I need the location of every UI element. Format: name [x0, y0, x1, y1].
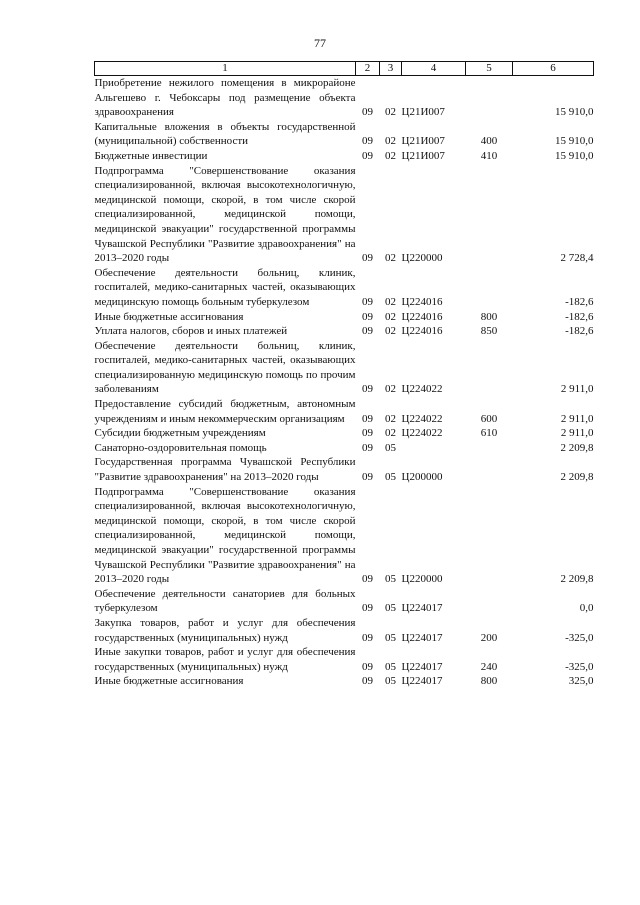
row-expense-type: 200 [480, 631, 498, 644]
row-section: 09 [362, 310, 373, 323]
row-target-article: Ц200000 [401, 471, 443, 484]
row-section: 09 [362, 252, 373, 265]
row-section: 09 [362, 135, 373, 148]
row-section: 09 [362, 631, 373, 644]
row-name: Обеспечение деятельности больниц, клиник, госпиталей, медико-санитарных частей, оказывающих специализированную медицинскую помощь по прочим заболеваниям [94, 339, 356, 396]
row-subsection: 02 [385, 135, 396, 148]
row-expense-type: 400 [480, 135, 498, 148]
table-row [95, 149, 594, 164]
row-target-article: Ц21И007 [401, 135, 445, 148]
row-section: 09 [362, 471, 373, 484]
row-section: 09 [362, 412, 373, 425]
row-amount: -182,6 [565, 295, 594, 308]
row-expense-type [466, 587, 513, 616]
row-name: Субсидии бюджетным учреждениям [94, 427, 266, 440]
row-section: 09 [362, 295, 373, 308]
row-section: 09 [362, 573, 373, 586]
row-expense-type: 800 [480, 310, 498, 323]
header-cell-subsection: 3 [380, 62, 402, 76]
row-subsection: 02 [385, 383, 396, 396]
row-expense-type: 600 [480, 412, 498, 425]
row-name: Бюджетные инвестиции [94, 149, 208, 162]
row-expense-type [466, 441, 513, 456]
table-row [95, 120, 594, 149]
row-subsection: 02 [385, 325, 396, 338]
row-target-article: Ц220000 [401, 252, 443, 265]
row-amount: 0,0 [579, 602, 594, 615]
row-expense-type: 410 [480, 149, 498, 162]
row-amount: 15 910,0 [555, 106, 594, 119]
table-row [95, 645, 594, 674]
row-subsection: 05 [385, 573, 396, 586]
row-section: 09 [362, 149, 373, 162]
row-name: Предоставление субсидий бюджетным, автономным учреждениям и иным некоммерческим организациям [94, 398, 356, 425]
row-target-article: Ц224022 [401, 383, 443, 396]
row-expense-type [466, 455, 513, 484]
table-row [95, 587, 594, 616]
row-amount: 2 911,0 [560, 427, 594, 440]
row-amount: -325,0 [565, 660, 594, 673]
row-expense-type [466, 76, 513, 120]
row-name: Уплата налогов, сборов и иных платежей [94, 325, 288, 338]
row-target-article: Ц224016 [401, 310, 443, 323]
table-row [95, 426, 594, 441]
table-row [95, 441, 594, 456]
row-section: 09 [362, 675, 373, 688]
row-target-article: Ц21И007 [401, 106, 445, 119]
row-section: 09 [362, 427, 373, 440]
row-subsection: 05 [385, 441, 396, 454]
row-amount: 2 209,8 [560, 573, 594, 586]
row-amount: 2 728,4 [560, 252, 594, 265]
row-amount: 15 910,0 [555, 135, 594, 148]
row-section: 09 [362, 441, 373, 454]
row-expense-type: 800 [480, 675, 498, 688]
row-name: Иные бюджетные ассигнования [94, 675, 244, 688]
row-section: 09 [362, 106, 373, 119]
table-body [95, 76, 594, 689]
table-row [95, 397, 594, 426]
row-expense-type: 240 [480, 660, 498, 673]
row-subsection: 02 [385, 252, 396, 265]
row-amount: 2 209,8 [560, 471, 594, 484]
row-subsection: 02 [385, 412, 396, 425]
row-section: 09 [362, 325, 373, 338]
row-section: 09 [362, 660, 373, 673]
row-amount: -325,0 [565, 631, 594, 644]
header-cell-expense-type: 5 [466, 62, 513, 76]
header-cell-section: 2 [356, 62, 380, 76]
row-expense-type [466, 164, 513, 266]
row-subsection: 02 [385, 106, 396, 119]
row-amount: 2 911,0 [560, 412, 594, 425]
row-name: Подпрограмма "Совершенствование оказания специализированной, включая высокотехнологичную, медицинской помощи, скорой, в том числе скорой специализированной, медицинской помощи, медицинской эвакуации" государственной программы Чувашской Республики "Развитие здравоохранения" на 2013–2020 годы [94, 164, 356, 265]
row-name: Подпрограмма "Совершенствование оказания специализированной, включая высокотехнологичную, медицинской помощи, скорой, в том числе скорой специализированной, медицинской помощи, медицинской эвакуации" государственной программы Чувашской Республики "Развитие здравоохранения" на 2013–2020 годы [94, 485, 356, 586]
row-name: Санаторно-оздоровительная помощь [94, 441, 267, 454]
table-row [95, 674, 594, 689]
row-target-article: Ц21И007 [401, 149, 445, 162]
row-expense-type: 850 [480, 325, 498, 338]
row-section: 09 [362, 383, 373, 396]
row-name: Закупка товаров, работ и услуг для обеспечения государственных (муниципальных) нужд [94, 616, 356, 644]
row-name: Иные бюджетные ассигнования [94, 310, 244, 323]
row-target-article: Ц224022 [401, 412, 443, 425]
row-target-article: Ц220000 [401, 573, 443, 586]
row-expense-type: 610 [480, 427, 498, 440]
row-subsection: 05 [385, 675, 396, 688]
row-name: Обеспечение деятельности санаториев для больных туберкулезом [94, 587, 356, 615]
row-target-article: Ц224022 [401, 427, 443, 440]
row-subsection: 05 [385, 660, 396, 673]
table-row [95, 485, 594, 587]
row-target-article: Ц224017 [401, 660, 443, 673]
row-target-article: Ц224017 [401, 631, 443, 644]
row-amount: 325,0 [568, 675, 594, 688]
header-row [95, 62, 594, 76]
row-subsection: 02 [385, 310, 396, 323]
row-subsection: 05 [385, 602, 396, 615]
table-row [95, 455, 594, 484]
table-row [95, 339, 594, 397]
row-name: Приобретение нежилого помещения в микрорайоне Альгешево г. Чебоксары под размещение объекта здравоохранения [94, 77, 356, 119]
row-subsection: 05 [385, 471, 396, 484]
row-name: Обеспечение деятельности больниц, клиник, госпиталей, медико-санитарных частей, оказывающих медицинскую помощь больным туберкулезом [94, 266, 356, 308]
row-subsection: 02 [385, 149, 396, 162]
row-target-article: Ц224016 [401, 295, 443, 308]
header-cell-name: 1 [95, 62, 356, 76]
row-amount: 15 910,0 [555, 149, 594, 162]
table-row [95, 266, 594, 310]
row-target-article: Ц224016 [401, 325, 443, 338]
row-subsection: 02 [385, 427, 396, 440]
row-amount: -182,6 [565, 325, 594, 338]
row-expense-type [466, 339, 513, 397]
table-row [95, 76, 594, 120]
row-target-article: Ц224017 [401, 675, 443, 688]
page-number: 77 [314, 36, 326, 50]
row-name: Капитальные вложения в объекты государственной (муниципальной) собственности [94, 120, 356, 148]
row-amount: -182,6 [565, 310, 594, 323]
table-row [95, 324, 594, 339]
header-cell-target-article: 4 [402, 62, 466, 76]
row-subsection: 05 [385, 631, 396, 644]
budget-table [94, 61, 594, 689]
row-expense-type [466, 266, 513, 310]
row-section: 09 [362, 602, 373, 615]
table-row [95, 616, 594, 645]
header-cell-amount: 6 [513, 62, 594, 76]
table-row [95, 164, 594, 266]
row-amount: 2 911,0 [560, 383, 594, 396]
row-subsection: 02 [385, 295, 396, 308]
row-name: Государственная программа Чувашской Республики "Развитие здравоохранения" на 2013–2020 годы [94, 456, 356, 484]
row-target-article [402, 441, 466, 456]
row-target-article: Ц224017 [401, 602, 443, 615]
table-row [95, 310, 594, 325]
row-name: Иные закупки товаров, работ и услуг для обеспечения государственных (муниципальных) нужд [94, 646, 356, 673]
row-expense-type [466, 485, 513, 587]
row-amount: 2 209,8 [560, 441, 594, 454]
